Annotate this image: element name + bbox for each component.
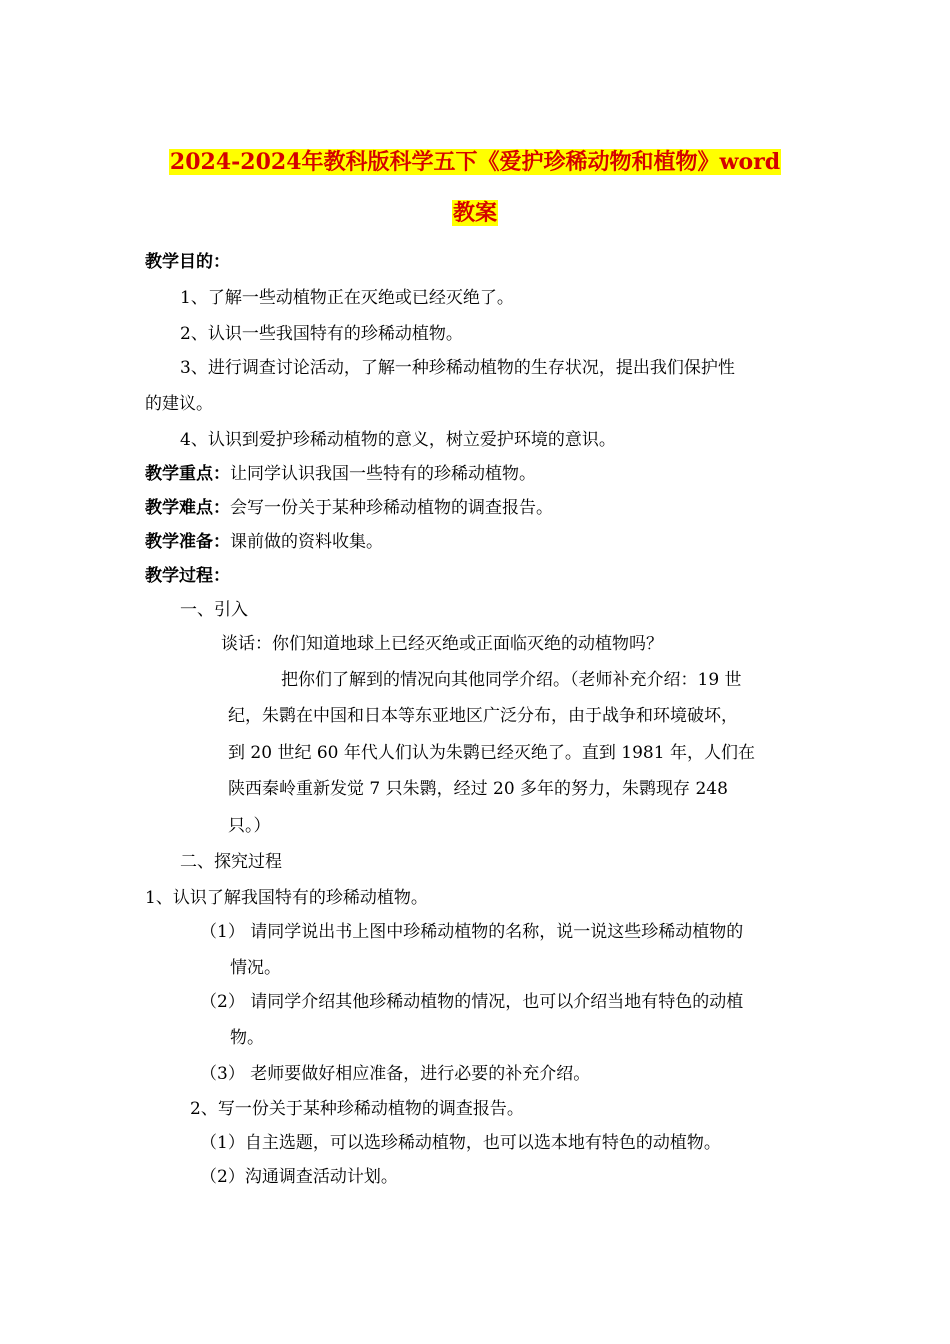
process-line: 1、认识了解我国特有的珍稀动植物。 (145, 888, 428, 908)
objective-item: 1、了解一些动植物正在灭绝或已经灭绝了。 (180, 288, 514, 308)
title-highlight-1: 2024-2024年教科版科学五下《爱护珍稀动物和植物》word (169, 149, 781, 175)
objective-item: 2、认识一些我国特有的珍稀动植物。 (180, 324, 463, 344)
difficulty-text: 会写一份关于某种珍稀动植物的调查报告。 (230, 498, 553, 518)
process-line: 到 20 世纪 60 年代人们认为朱鹮已经灭绝了。直到 1981 年，人们在 (228, 743, 755, 763)
process-heading: 教学过程： (145, 566, 230, 586)
objective-item: 3、进行调查讨论活动，了解一种珍稀动植物的生存状况，提出我们保护性 (180, 358, 735, 378)
key-point-text: 让同学认识我国一些特有的珍稀动植物。 (230, 464, 536, 484)
process-line: 把你们了解到的情况向其他同学介绍。（老师补充介绍：19 世 (281, 670, 742, 690)
preparation-label: 教学准备： (145, 532, 230, 552)
process-line: （1） 请同学说出书上图中珍稀动植物的名称，说一说这些珍稀动植物的 (200, 922, 744, 942)
process-line: 二、探究过程 (180, 852, 282, 872)
difficulty-label: 教学难点： (145, 498, 230, 518)
process-line: 陕西秦岭重新发觉 7 只朱鹮，经过 20 多年的努力，朱鹮现存 248 (228, 779, 728, 799)
title-highlight-2: 教案 (452, 200, 497, 226)
objective-item: 4、认识到爱护珍稀动植物的意义，树立爱护环境的意识。 (180, 430, 616, 450)
preparation-text: 课前做的资料收集。 (230, 532, 383, 552)
process-line: （2）沟通调查活动计划。 (200, 1167, 398, 1187)
objective-item-continued: 的建议。 (145, 394, 213, 414)
process-line: 一、引入 (180, 600, 248, 620)
process-line: 情况。 (230, 958, 281, 978)
preparation-row (145, 530, 383, 554)
process-line: 物。 (230, 1028, 264, 1048)
process-line: （3） 老师要做好相应准备，进行必要的补充介绍。 (200, 1064, 591, 1084)
process-line: 纪，朱鹮在中国和日本等东亚地区广泛分布，由于战争和环境破坏， (228, 706, 738, 726)
objectives-heading: 教学目的： (145, 252, 230, 272)
process-line: 2、写一份关于某种珍稀动植物的调查报告。 (190, 1099, 524, 1119)
key-point-row (145, 462, 536, 486)
process-line: （2） 请同学介绍其他珍稀动植物的情况，也可以介绍当地有特色的动植 (200, 992, 744, 1012)
document-title-line-1 (0, 147, 950, 177)
process-line: 只。） (228, 816, 271, 836)
process-line: （1）自主选题，可以选珍稀动植物，也可以选本地有特色的动植物。 (200, 1133, 721, 1153)
key-point-label: 教学重点： (145, 464, 230, 484)
difficulty-row (145, 496, 553, 520)
process-line: 谈话：你们知道地球上已经灭绝或正面临灭绝的动植物吗？ (221, 634, 663, 654)
document-title-line-2 (0, 198, 950, 228)
